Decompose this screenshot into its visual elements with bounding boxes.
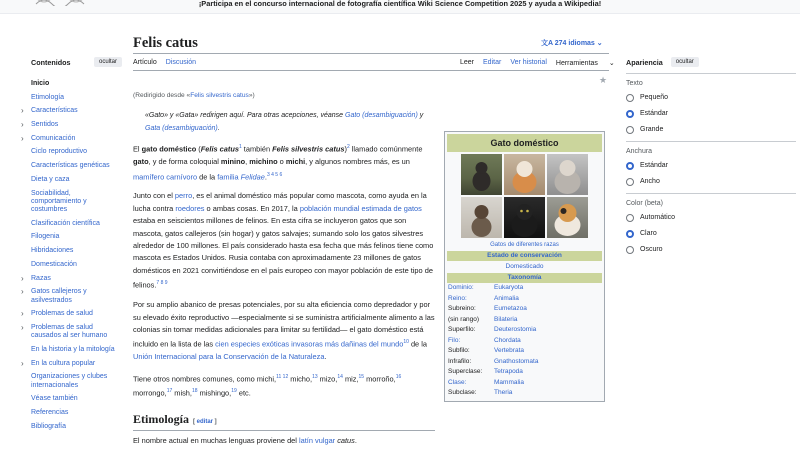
footnote-ref[interactable]: 15 bbox=[358, 373, 365, 380]
taxonomy-value[interactable]: Gnathostomata bbox=[494, 357, 539, 365]
link-roedores[interactable]: roedores bbox=[175, 203, 205, 213]
paragraph-intro bbox=[133, 141, 435, 183]
toc-item-etimologia[interactable]: Etimología bbox=[31, 93, 65, 101]
taxonomy-row bbox=[447, 378, 602, 389]
text: , y algunos nombres más, es un bbox=[305, 157, 410, 167]
divider bbox=[626, 141, 796, 142]
text: miz, bbox=[342, 374, 359, 384]
hatnote-text: «Gato» y «Gata» redirigen aquí. Para otras acepciones, véanse bbox=[145, 112, 346, 120]
taxonomy-row bbox=[447, 315, 602, 326]
taxonomy-rank: Dominio: bbox=[448, 284, 474, 291]
infobox-photo-grid bbox=[447, 152, 602, 240]
taxonomy-value[interactable]: Eumetazoa bbox=[494, 305, 527, 312]
text: ( bbox=[196, 144, 201, 154]
term-bold: michi bbox=[285, 157, 306, 167]
taxonomy-value[interactable]: Eukaryota bbox=[494, 284, 524, 291]
redirect-link[interactable]: Felis silvestris catus bbox=[190, 92, 249, 99]
toc-hide-button[interactable]: ocultar bbox=[94, 57, 122, 67]
text: o bbox=[277, 157, 286, 167]
toc-item-clasificacion[interactable]: Clasificación científica bbox=[31, 219, 100, 227]
toc-item-label: Razas bbox=[31, 274, 51, 282]
hatnote-text: . bbox=[217, 124, 220, 132]
toc-item-label: Problemas de salud causados al ser humano bbox=[31, 323, 108, 340]
radio-label: Automático bbox=[640, 214, 676, 221]
taxonomy-row bbox=[447, 294, 602, 305]
footnote-ref[interactable]: 13 bbox=[312, 373, 318, 380]
text: . bbox=[324, 352, 327, 362]
link-felidae[interactable]: Felidae bbox=[240, 171, 265, 181]
link-mamifero[interactable]: mamífero carnívoro bbox=[133, 171, 198, 181]
cat-photo-5[interactable] bbox=[504, 197, 545, 238]
text: etc. bbox=[236, 388, 251, 398]
taxonomy-rank: Reino: bbox=[448, 294, 467, 302]
redirect-suffix: ») bbox=[248, 92, 255, 99]
tabs-divider bbox=[133, 70, 609, 71]
infobox bbox=[444, 131, 605, 402]
toc-item-salud-humano[interactable] bbox=[22, 324, 122, 341]
radio-width-wide[interactable] bbox=[626, 177, 796, 186]
star-icon[interactable]: ★ bbox=[599, 75, 608, 85]
radio-label: Estándar bbox=[640, 162, 669, 169]
taxonomy-rank: Subfilo: bbox=[448, 347, 470, 354]
footnote-ref[interactable]: 18 bbox=[191, 388, 198, 395]
appearance-panel bbox=[626, 56, 796, 261]
text: Junto con el bbox=[133, 191, 175, 201]
radio-text-large[interactable] bbox=[626, 125, 796, 134]
translate-icon: 文A bbox=[541, 40, 553, 47]
taxonomy-rank: Infrafilo: bbox=[448, 357, 472, 365]
term-scientific: Felis silvestris catus bbox=[272, 144, 345, 154]
radio-circle[interactable] bbox=[626, 126, 634, 134]
radio-text-standard[interactable] bbox=[626, 109, 796, 118]
toc-item-inicio[interactable]: Inicio bbox=[31, 80, 50, 87]
toc-item-cultura[interactable] bbox=[22, 360, 122, 368]
site-banner bbox=[0, 0, 800, 14]
tab-talk[interactable]: Discusión bbox=[165, 59, 197, 66]
toc-item-filogenia[interactable]: Filogenia bbox=[31, 233, 60, 241]
text: morroño, bbox=[364, 374, 396, 384]
text: , y de forma coloquial bbox=[148, 157, 221, 167]
toc-item-label: Características bbox=[31, 107, 78, 115]
toc-header bbox=[22, 56, 122, 68]
footnote-ref[interactable]: 11 12 bbox=[276, 373, 289, 380]
radio-circle[interactable] bbox=[626, 214, 634, 222]
radio-color-auto[interactable] bbox=[626, 213, 796, 222]
appearance-title: Apariencia bbox=[626, 57, 663, 67]
text-size-label: Texto bbox=[626, 80, 643, 87]
cat-photo-1[interactable] bbox=[461, 154, 502, 195]
chevron-right-icon[interactable]: › bbox=[21, 309, 24, 319]
taxonomy-rank: Filo: bbox=[448, 336, 461, 344]
chevron-right-icon[interactable]: › bbox=[21, 322, 24, 332]
taxonomy-rank: Subclase: bbox=[448, 389, 477, 396]
footnote-ref[interactable]: 10 bbox=[403, 339, 409, 346]
term-bold: gato bbox=[133, 157, 149, 167]
taxonomy-row bbox=[447, 325, 602, 336]
text: llamado comúnmente bbox=[349, 144, 423, 154]
paragraph-etimologia bbox=[133, 436, 357, 445]
text: . bbox=[264, 171, 267, 181]
radio-label: Ancho bbox=[640, 178, 660, 185]
radio-label: Grande bbox=[640, 126, 664, 133]
tools-label: Herramientas bbox=[555, 60, 598, 67]
taxonomy-rank: Clase: bbox=[448, 378, 467, 386]
taxonomy-row bbox=[447, 367, 602, 378]
toc-item-label: Sentidos bbox=[31, 121, 59, 129]
toc-item-salud[interactable] bbox=[22, 310, 122, 318]
toc-item-label: Comunicación bbox=[31, 134, 76, 142]
footnote-ref[interactable]: 3 4 5 6 bbox=[266, 171, 283, 178]
tab-edit[interactable]: Editar bbox=[483, 59, 502, 66]
text: , es el animal doméstico más popular como mascota, como ayuda en la lucha contra bbox=[133, 191, 427, 213]
taxonomy-rank: Superfilo: bbox=[448, 326, 476, 333]
taxonomy-row bbox=[447, 283, 602, 294]
tab-read[interactable]: Leer bbox=[460, 59, 474, 71]
radio-circle-selected[interactable] bbox=[626, 110, 634, 118]
term-bold: michino bbox=[249, 157, 278, 167]
language-button[interactable] bbox=[541, 38, 603, 48]
text: Tiene otros nombres comunes, como michi, bbox=[133, 374, 277, 384]
text: mishingo, bbox=[197, 388, 232, 398]
taxonomy-rank: Superclase: bbox=[448, 368, 483, 375]
cat-photo-4[interactable] bbox=[461, 197, 502, 238]
toc-item-historia[interactable]: En la historia y la mitología bbox=[31, 345, 115, 353]
cat-photo-2[interactable] bbox=[504, 154, 545, 195]
text: . bbox=[354, 436, 357, 445]
section-edit-link[interactable]: editar bbox=[196, 419, 214, 425]
tab-article[interactable]: Artículo bbox=[133, 59, 157, 71]
taxonomy-value[interactable]: Chordata bbox=[494, 336, 521, 344]
redirect-note bbox=[133, 90, 435, 102]
paragraph-invasive bbox=[133, 299, 435, 364]
term-italic: catus bbox=[337, 436, 355, 445]
toc-title: Contenidos bbox=[31, 57, 71, 67]
infobox-caption[interactable]: Gatos de diferentes razas bbox=[490, 242, 559, 248]
taxonomy-row bbox=[447, 336, 602, 347]
radio-label: Pequeño bbox=[640, 94, 669, 101]
toc-item-organizaciones[interactable]: Organizaciones y clubes internacionales bbox=[31, 373, 108, 389]
footnote-ref[interactable]: 7 8 9 bbox=[156, 280, 168, 287]
cat-photo-6[interactable] bbox=[547, 197, 588, 238]
section-edit: [ editar ] bbox=[193, 419, 217, 425]
text: , bbox=[245, 157, 250, 167]
text: mizo, bbox=[317, 374, 338, 384]
width-label: Anchura bbox=[626, 148, 653, 155]
toc-item-vease[interactable]: Véase también bbox=[31, 395, 78, 403]
chevron-right-icon[interactable]: › bbox=[21, 273, 24, 283]
toc-item-hibridaciones[interactable]: Hibridaciones bbox=[31, 247, 74, 255]
hatnote-link-gata[interactable]: Gata (desambiguación) bbox=[145, 124, 218, 132]
radio-circle[interactable] bbox=[626, 94, 634, 102]
chevron-right-icon[interactable]: › bbox=[21, 287, 24, 297]
toc-item-geneticas[interactable]: Características genéticas bbox=[31, 162, 110, 170]
chevron-down-icon: ⌄ bbox=[596, 40, 603, 47]
cat-photo-3[interactable] bbox=[547, 154, 588, 195]
taxonomy-value[interactable]: Vertebrata bbox=[494, 347, 524, 354]
radio-width-standard[interactable] bbox=[626, 161, 796, 170]
hatnote-text: y bbox=[417, 112, 424, 120]
taxonomy-row bbox=[447, 388, 602, 399]
toc-item-label: Gatos callejeros y asilvestrados bbox=[31, 288, 87, 304]
text: morrongo, bbox=[133, 388, 167, 398]
chevron-right-icon[interactable]: › bbox=[21, 133, 24, 143]
banner-text[interactable]: ¡Participa en el concurso internacional de fotografía científica Wiki Science Competition 2025 y ayuda a Wikipedia! bbox=[198, 0, 602, 8]
paragraph-names bbox=[133, 371, 435, 401]
divider bbox=[626, 193, 796, 194]
conservation-value[interactable]: Domesticado bbox=[505, 263, 544, 270]
infobox-title: Gato doméstico bbox=[447, 134, 602, 152]
toc-item-caracteristicas[interactable] bbox=[22, 107, 122, 115]
table-of-contents bbox=[22, 56, 122, 436]
term-bold: gato doméstico bbox=[141, 144, 197, 154]
text: El nombre actual en muchas lenguas proviene del bbox=[133, 436, 299, 445]
link-uicn[interactable]: Unión Internacional para la Conservación de la Naturaleza bbox=[133, 352, 325, 362]
chevron-down-icon: ⌄ bbox=[608, 60, 615, 67]
toc-item-sociabilidad[interactable]: Sociabilidad, comportamiento y costumbres bbox=[31, 189, 87, 214]
conservation-header[interactable]: Estado de conservación bbox=[447, 251, 602, 261]
text: de la bbox=[408, 339, 427, 349]
footnote-ref[interactable]: 2 bbox=[346, 144, 350, 151]
footnote-ref[interactable]: 14 bbox=[337, 373, 343, 380]
hatnote-link-gato[interactable]: Gato (desambiguación) bbox=[345, 112, 418, 120]
section-heading-etimologia bbox=[133, 412, 435, 431]
toc-item-sentidos[interactable] bbox=[22, 121, 122, 129]
link-poblacion[interactable]: población mundial estimada de gatos bbox=[299, 203, 422, 213]
radio-label: Claro bbox=[640, 230, 657, 237]
taxonomy-header[interactable]: Taxonomía bbox=[447, 273, 602, 283]
radio-circle-selected[interactable] bbox=[626, 230, 634, 238]
link-latin-vulgar[interactable]: latín vulgar bbox=[298, 436, 336, 445]
divider bbox=[626, 73, 796, 74]
toc-item-referencias[interactable]: Referencias bbox=[31, 408, 69, 416]
radio-label: Oscuro bbox=[640, 246, 663, 253]
toc-list bbox=[22, 80, 122, 431]
toc-item-dieta[interactable]: Dieta y caza bbox=[31, 175, 70, 183]
text: de la bbox=[197, 171, 218, 181]
taxonomy-row bbox=[447, 357, 602, 368]
radio-color-light[interactable] bbox=[626, 229, 796, 238]
chevron-right-icon[interactable]: › bbox=[21, 358, 24, 368]
radio-circle-selected[interactable] bbox=[626, 162, 634, 170]
taxonomy-value[interactable]: Theria bbox=[494, 389, 513, 396]
tab-history[interactable]: Ver historial bbox=[510, 59, 547, 66]
footnote-ref[interactable]: 19 bbox=[231, 388, 237, 395]
text: El bbox=[133, 144, 142, 154]
text: estaba en seiscientos millones de felinos. En esta cifra se incluyeron gatos que son mascota, gatos callejeros (sin hogar) y gatos salvajes; sumando solo los gatos silvestres alrededor de 100 millones. El país considerado hasta esa fecha que más felinos tiene como mascota es Estados Unidos. Rusia contaba con aproximadamente 23 millones de gatos domésticos en 2021 convirtiéndose en el país europeo con mayor población de este tipo de felinos. bbox=[133, 216, 434, 290]
toc-item-domesticacion[interactable]: Domesticación bbox=[31, 260, 77, 268]
appearance-header bbox=[626, 56, 796, 68]
radio-circle[interactable] bbox=[626, 178, 634, 186]
language-count: 274 idiomas bbox=[554, 40, 595, 47]
toc-item-ciclo[interactable]: Ciclo reproductivo bbox=[31, 148, 88, 156]
toc-item-label: En la cultura popular bbox=[31, 359, 96, 367]
link-especies-invasoras[interactable]: cien especies exóticas invasoras más dañinas del mundo bbox=[215, 339, 404, 349]
chevron-right-icon[interactable]: › bbox=[21, 106, 24, 116]
taxonomy-rank: (sin rango) bbox=[448, 315, 480, 323]
footnote-ref[interactable]: 16 bbox=[395, 373, 402, 380]
hatnote bbox=[145, 110, 435, 135]
chevron-right-icon[interactable]: › bbox=[21, 120, 24, 130]
text: o ambas cosas. En 2017, la bbox=[204, 203, 300, 213]
text: mish, bbox=[172, 388, 192, 398]
term-bold: minino bbox=[220, 157, 246, 167]
taxonomy-value[interactable]: Tetrapoda bbox=[494, 368, 523, 375]
paragraph-population bbox=[133, 190, 435, 292]
taxonomy-row bbox=[447, 304, 602, 315]
footnote-ref[interactable]: 1 bbox=[238, 144, 242, 151]
radio-circle[interactable] bbox=[626, 246, 634, 254]
redirect-prefix: (Redirigido desde « bbox=[133, 92, 191, 99]
radio-label: Estándar bbox=[640, 110, 669, 117]
link-perro[interactable]: perro bbox=[174, 191, 193, 201]
toc-item-label: Problemas de salud bbox=[31, 310, 93, 318]
text: micho, bbox=[288, 374, 313, 384]
taxonomy-value[interactable]: Animalia bbox=[494, 294, 519, 302]
text: Por su amplio abanico de presas potenciales, por su alta eficiencia como depredador y por su elevado éxito reproductivo —especialmente si se suministra artificialmente alimento a las colonias sin tomar medidas adicionales para limitar su fertilidad— el gato doméstico está incluido en la lista de las bbox=[133, 300, 435, 349]
toc-item-razas[interactable] bbox=[22, 275, 122, 283]
term-scientific: Felis catus bbox=[200, 144, 239, 154]
radio-text-small[interactable] bbox=[626, 93, 796, 102]
page-title: Felis catus bbox=[133, 35, 198, 51]
article-body bbox=[133, 90, 435, 407]
taxonomy-value[interactable]: Deuterostomia bbox=[494, 326, 537, 333]
toc-item-comunicacion[interactable] bbox=[22, 135, 122, 143]
heading-text: Etimología bbox=[133, 412, 189, 426]
taxonomy-value[interactable]: Bilateria bbox=[494, 315, 518, 323]
taxonomy-rank: Subreino: bbox=[448, 305, 476, 312]
toc-item-callejeros[interactable] bbox=[22, 288, 122, 305]
taxonomy-row bbox=[447, 346, 602, 357]
link-familia[interactable]: familia bbox=[217, 171, 239, 181]
footnote-ref[interactable]: 17 bbox=[166, 388, 173, 395]
text: ) bbox=[344, 144, 347, 154]
title-divider bbox=[133, 53, 609, 54]
radio-color-dark[interactable] bbox=[626, 245, 796, 254]
color-label: Color (beta) bbox=[626, 200, 663, 207]
taxonomy-value[interactable]: Mammalia bbox=[494, 378, 524, 386]
appearance-hide-button[interactable]: ocultar bbox=[671, 57, 699, 67]
toc-item-bibliografia[interactable]: Bibliografía bbox=[31, 422, 67, 430]
text: también bbox=[241, 144, 273, 154]
